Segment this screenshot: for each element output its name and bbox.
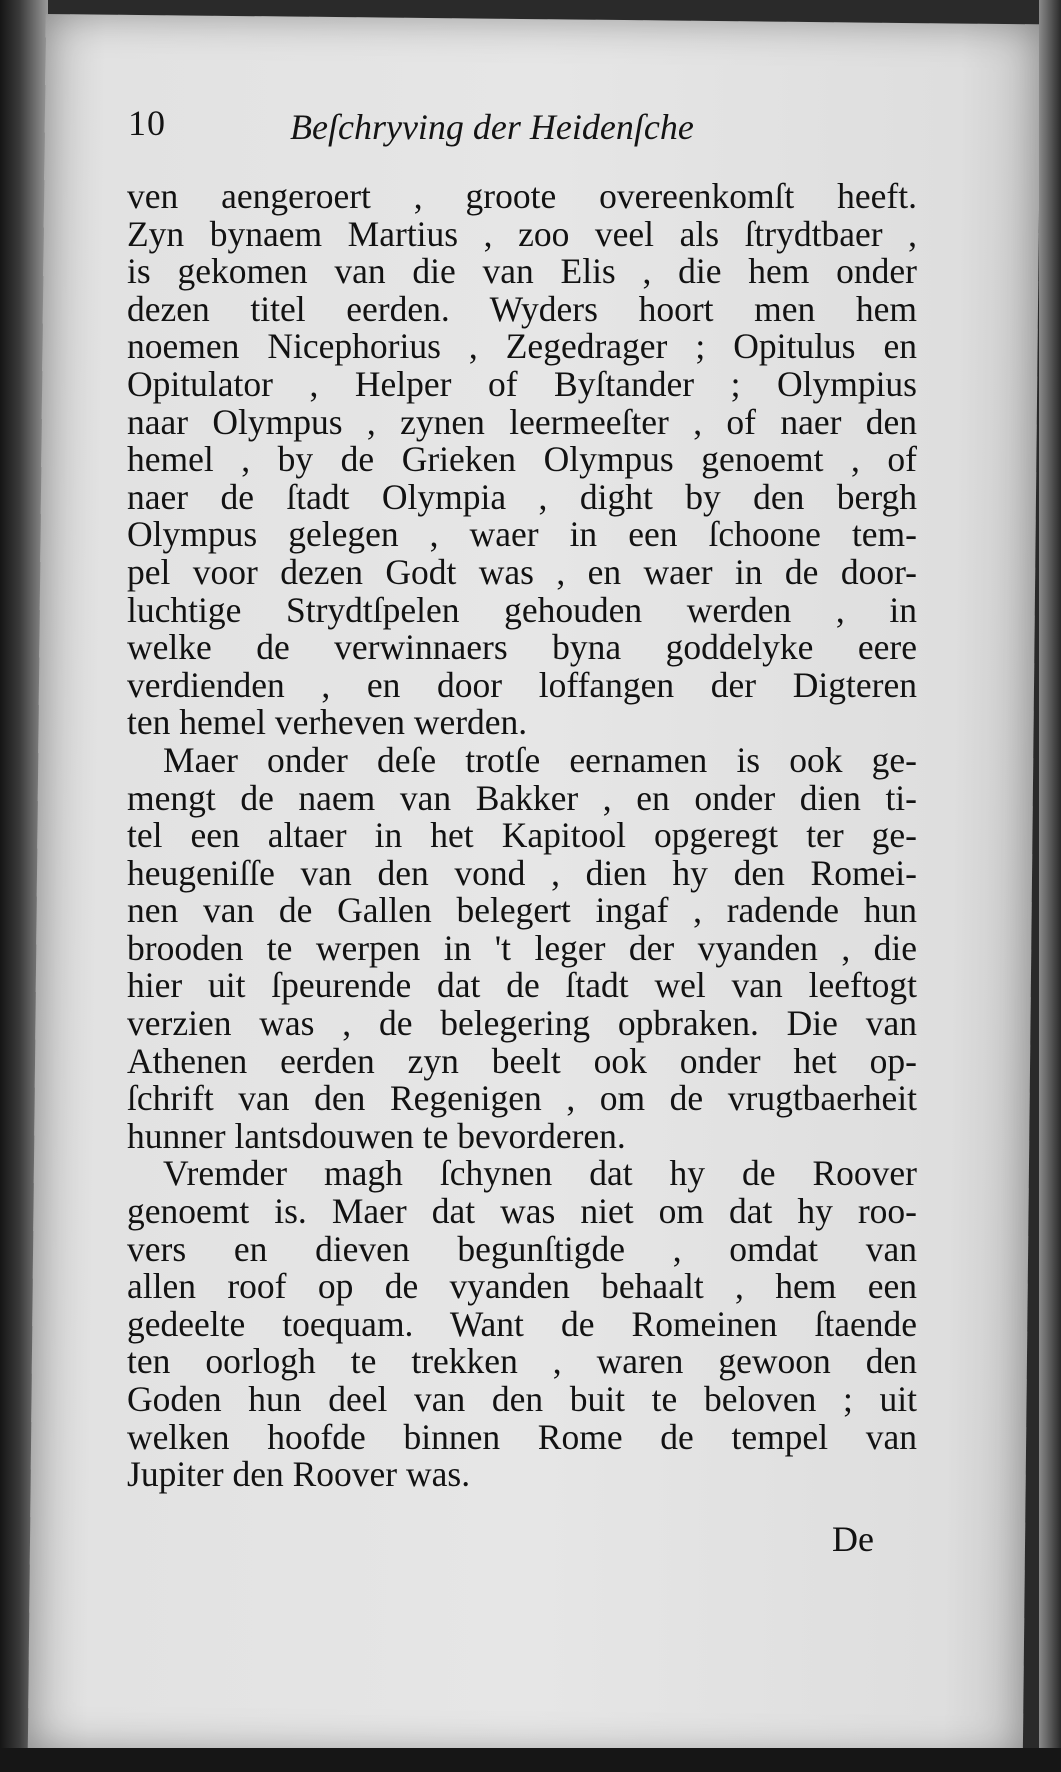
text-line: naar Olympus , zynen leermeeſter , of naer den [127, 401, 917, 442]
text-line: naer de ſtadt Olympia , dight by den bergh [127, 476, 917, 517]
text-line: Jupiter den Roover was. [127, 1454, 471, 1495]
text-line: brooden te werpen in 't leger der vyanden , die [127, 927, 917, 968]
body-text [127, 178, 917, 1494]
text-line: luchtige Strydtſpelen gehouden werden , in [127, 589, 917, 630]
text-line: noemen Nicephorius , Zegedrager ; Opitulus en [127, 326, 917, 367]
text-line: heugeniſſe van den vond , dien hy den Romei- [127, 852, 917, 893]
text-line: hemel , by de Grieken Olympus genoemt , of [127, 439, 917, 480]
text-line: Goden hun deel van den buit te beloven ; uit [127, 1379, 917, 1419]
running-title: Beſchryving der Heidenſche [290, 107, 694, 147]
text-line: Maer onder deſe trotſe eernamen is ook ge- [163, 739, 917, 780]
page-header [128, 102, 828, 162]
text-line: genoemt is. Maer dat was niet om dat hy roo- [127, 1191, 917, 1232]
text-line: Opitulator , Helper of Byſtander ; Olympius [127, 363, 917, 404]
paragraph [127, 739, 917, 1156]
text-line: nen van de Gallen belegert ingaf , radende hun [127, 890, 917, 931]
text-line: vers en dieven begunſtigde , omdat van [127, 1228, 917, 1269]
text-line: hunner lantsdouwen te bevorderen. [127, 1115, 626, 1156]
page-edge [1039, 0, 1061, 1772]
text-line: ſchrift van den Regenigen , om de vrugtbaerheit [127, 1078, 917, 1119]
text-line: welke de verwinnaers byna goddelyke eere [127, 627, 917, 668]
text-line: tel een altaer in het Kapitool opgeregt ter ge- [127, 815, 917, 856]
text-line: ten oorlogh te trekken , waren gewoon den [127, 1341, 917, 1382]
text-line: Zyn bynaem Martius , zoo veel als ſtrydtbaer , [127, 213, 917, 254]
text-line: ven aengeroert , groote overeenkomſt heeft. [127, 176, 917, 216]
text-line: Athenen eerden zyn beelt ook onder het op- [127, 1040, 917, 1081]
text-line: mengt de naem van Bakker , en onder dien ti- [127, 777, 917, 818]
bottom-edge [0, 1748, 1061, 1772]
text-line: allen roof op de vyanden behaalt , hem een [127, 1266, 917, 1307]
text-line: verdienden , en door loffangen der Digteren [127, 664, 917, 705]
text-line: Olympus gelegen , waer in een ſchoone tem- [127, 514, 917, 555]
text-line: verzien was , de belegering opbraken. Die van [127, 1003, 917, 1044]
page-number: 10 [128, 103, 166, 143]
paragraph [127, 1155, 917, 1493]
text-line: Vremder magh ſchynen dat hy de Roover [163, 1153, 917, 1194]
text-line: pel voor dezen Godt was , en waer in de door- [127, 551, 917, 592]
text-line: ten hemel verheven werden. [127, 702, 528, 743]
text-line: is gekomen van die van Elis , die hem onder [127, 251, 917, 292]
text-line: dezen titel eerden. Wyders hoort men hem [127, 288, 917, 329]
text-line: welken hoofde binnen Rome de tempel van [127, 1416, 917, 1457]
catchword: De [832, 1519, 874, 1559]
text-line: hier uit ſpeurende dat de ſtadt wel van leeftogt [127, 965, 917, 1006]
paragraph [127, 178, 917, 742]
text-line: gedeelte toequam. Want de Romeinen ſtaende [127, 1303, 917, 1344]
